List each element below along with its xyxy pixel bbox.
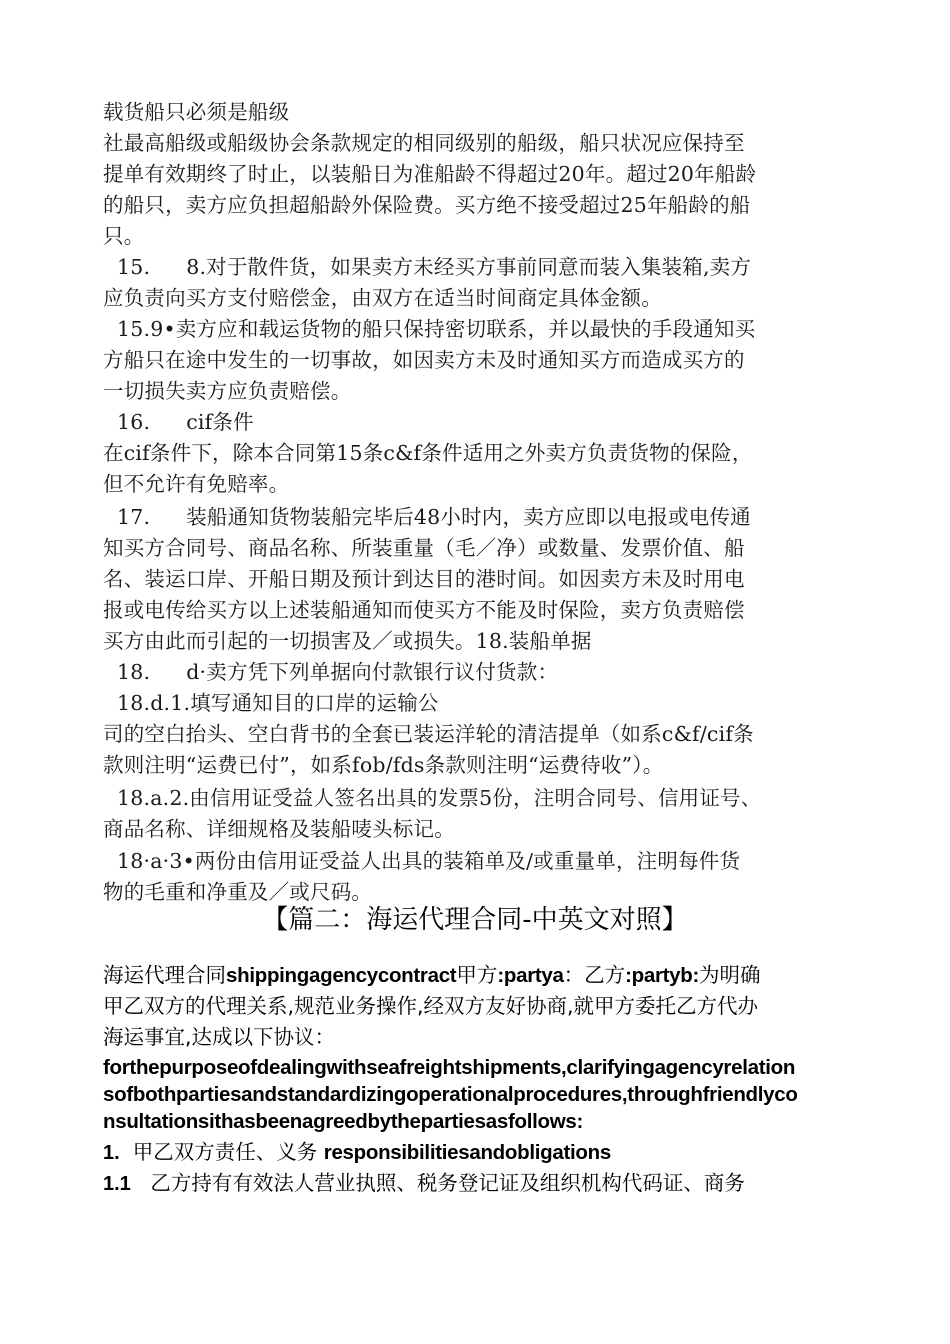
section-number: 1.1	[103, 1173, 131, 1195]
text-line: 知买方合同号、商品名称、所装重量（毛／净）或数量、发票价值、船	[103, 536, 745, 560]
text-line: 18·a·3•两份由信用证受益人出具的装箱单及/或重量单，注明每件货	[117, 849, 741, 873]
party-a-en: :partya	[497, 964, 564, 987]
text-line: 方船只在途中发生的一切事故，如因卖方未及时通知买方而造成买方的	[103, 348, 745, 372]
text-line: 的船只，卖方应负担超船龄外保险费。买方绝不接受超过25年船龄的船	[103, 193, 751, 217]
text-line: 商品名称、详细规格及装船唛头标记。	[103, 817, 455, 841]
clause-number: 18.	[117, 660, 151, 684]
intro-text: 为明确	[699, 963, 761, 987]
english-text-line: sofbothpartiesandstandardizingoperationalprocedures,throughfriendlyco	[103, 1083, 798, 1106]
section-title-cn: 甲乙双方责任、义务	[132, 1140, 318, 1164]
section-title-en: responsibilitiesandobligations	[323, 1141, 611, 1164]
text-line: 社最高船级或船级协会条款规定的相同级别的船级，船只状况应保持至	[103, 131, 745, 155]
text-line: 一切损失卖方应负责赔偿。	[103, 379, 352, 403]
clause-number: 16.	[117, 410, 151, 434]
clause-15-8	[117, 252, 751, 282]
contract-title-en: shippingagencycontract	[226, 964, 457, 987]
text-line: 名、装运口岸、开船日期及预计到达目的港时间。如因卖方未及时用电	[103, 567, 745, 591]
text-line: 载货船只必须是船级	[103, 100, 290, 124]
section-1-1	[103, 1168, 745, 1198]
clause-text: 8.对于散件货，如果卖方未经买方事前同意而装入集装箱,卖方	[186, 255, 752, 279]
clause-17	[117, 502, 751, 532]
text-line: 物的毛重和净重及／或尺码。	[103, 880, 373, 904]
party-b-en: :partyb:	[625, 964, 700, 987]
clause-text: 装船通知货物装船完毕后48小时内，卖方应即以电报或电传通	[186, 505, 751, 529]
clause-text: d·卖方凭下列单据向付款银行议付货款：	[186, 660, 559, 684]
text-line: 买方由此而引起的一切损害及／或损失。18.装船单据	[103, 629, 592, 653]
clause-number: 15.	[117, 255, 151, 279]
party-b-cn: ：乙方	[563, 963, 626, 987]
section-1-title	[103, 1137, 611, 1167]
text-line: 款则注明“运费已付”，如系fob/fds条款则注明“运费待收”）。	[103, 753, 664, 777]
clause-number: 17.	[117, 505, 151, 529]
text-line: 提单有效期终了时止，以装船日为准船龄不得超过20年。超过20年船龄	[103, 162, 757, 186]
contract-intro-line	[103, 960, 761, 990]
text-line: 18.d.1.填写通知目的口岸的运输公	[117, 691, 439, 715]
text-line: 报或电传给买方以上述装船通知而使买方不能及时保险，卖方负责赔偿	[103, 598, 745, 622]
text-line: 只。	[103, 224, 145, 248]
text-line: 应负责向买方支付赔偿金，由双方在适当时间商定具体金额。	[103, 286, 662, 310]
text-line: 甲乙双方的代理关系,规范业务操作,经双方友好协商,就甲方委托乙方代办	[103, 994, 759, 1018]
text-line: 但不允许有免赔率。	[103, 472, 290, 496]
text-line: 海运事宜,达成以下协议：	[103, 1025, 336, 1049]
english-text-line: nsultationsithasbeenagreedbythepartiesasfollows:	[103, 1110, 583, 1133]
text-line: 18.a.2.由信用证受益人签名出具的发票5份，注明合同号、信用证号、	[117, 786, 762, 810]
english-text-line: forthepurposeofdealingwithseafreightshipments,clarifyingagencyrelation	[103, 1056, 796, 1079]
text-line: 在cif条件下，除本合同第15条c&f条件适用之外卖方负责货物的保险，	[103, 441, 753, 465]
section-number: 1.	[103, 1142, 120, 1164]
clause-text: cif条件	[186, 410, 254, 434]
section-heading: 【篇二：海运代理合同-中英文对照】	[262, 905, 688, 935]
text-line: 司的空白抬头、空白背书的全套已装运洋轮的清洁提单（如系c&f/cif条	[103, 722, 754, 746]
section-text: 乙方持有有效法人营业执照、税务登记证及组织机构代码证、商务	[150, 1171, 745, 1195]
party-a-cn: 甲方	[456, 963, 498, 987]
contract-title-cn: 海运代理合同	[103, 963, 226, 987]
text-line: 15.9•卖方应和载运货物的船只保持密切联系，并以最快的手段通知买	[117, 317, 756, 341]
clause-18	[117, 657, 558, 687]
clause-16	[117, 407, 254, 437]
